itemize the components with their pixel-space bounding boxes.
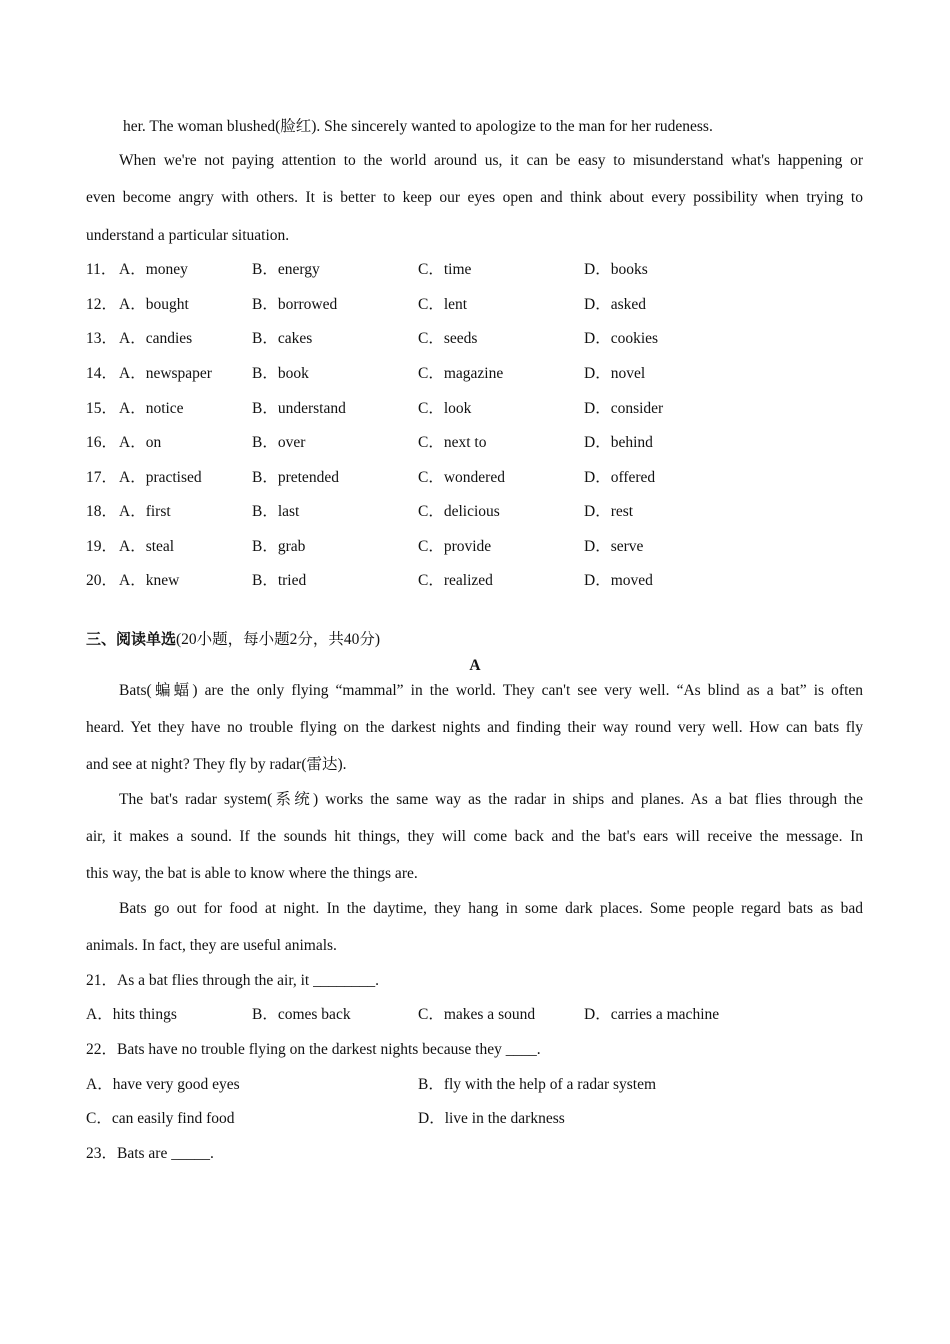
question-21-options <box>86 1007 886 1027</box>
passage-line: her. The woman blushed(脸红). She sincerely wanted to apologize to the man for her rudeness. <box>123 118 713 135</box>
question-14-options <box>86 366 886 386</box>
option-c[interactable]: C．makes a sound <box>418 1006 536 1023</box>
passage-line: this way, the bat is able to know where the things are. <box>86 865 418 882</box>
question-11-options <box>86 262 886 282</box>
option-d[interactable]: D．rest <box>584 503 634 520</box>
option-d[interactable]: D．live in the darkness <box>418 1110 565 1127</box>
section-title: 三、阅读单选 <box>86 630 177 648</box>
question-number: 13． <box>86 330 118 347</box>
option-d[interactable]: D．moved <box>584 572 653 589</box>
question-stem: 23．Bats are _____. <box>86 1145 214 1162</box>
option-b[interactable]: B．borrowed <box>252 296 338 313</box>
option-b[interactable]: B．tried <box>252 572 307 589</box>
option-c[interactable]: C．delicious <box>418 503 500 520</box>
question-number: 14． <box>86 365 118 382</box>
passage-line: The bat's radar system(系统) works the same way as the radar in ships and planes. As a bat flies through the <box>119 791 863 808</box>
option-a[interactable]: A．on <box>119 434 162 451</box>
passage-line: Bats go out for food at night. In the daytime, they hang in some dark places. Some people regard bats as bad <box>119 900 863 917</box>
option-c[interactable]: C．provide <box>418 538 492 555</box>
question-number: 17． <box>86 469 118 486</box>
option-d[interactable]: D．novel <box>584 365 646 382</box>
passage-line: air, it makes a sound. If the sounds hit things, they will come back and the bat's ears will receive the message. In <box>86 828 863 845</box>
option-c[interactable]: C．seeds <box>418 330 478 347</box>
passage-line: understand a particular situation. <box>86 227 290 244</box>
question-number: 18． <box>86 503 118 520</box>
option-c[interactable]: C．can easily find food <box>86 1110 235 1127</box>
option-d[interactable]: D．offered <box>584 469 656 486</box>
option-c[interactable]: C．magazine <box>418 365 504 382</box>
option-a[interactable]: A．candies <box>119 330 193 347</box>
option-a[interactable]: A．first <box>119 503 171 520</box>
option-d[interactable]: D．books <box>584 261 648 278</box>
option-c[interactable]: C．time <box>418 261 472 278</box>
passage-line: heard. Yet they have no trouble flying on the darkest nights and finding their way round very well. How can bats fly <box>86 719 863 736</box>
option-b[interactable]: B．comes back <box>252 1006 351 1023</box>
option-c[interactable]: C．next to <box>418 434 487 451</box>
question-15-options <box>86 401 886 421</box>
option-b[interactable]: B．understand <box>252 400 346 417</box>
question-number: 12． <box>86 296 118 313</box>
question-12-options <box>86 297 886 317</box>
question-22-options-row2 <box>86 1111 886 1131</box>
option-b[interactable]: B．grab <box>252 538 306 555</box>
option-a[interactable]: A．practised <box>119 469 202 486</box>
passage-line: and see at night? They fly by radar(雷达). <box>86 756 347 773</box>
option-b[interactable]: B．book <box>252 365 309 382</box>
section-heading <box>86 632 380 648</box>
question-17-options <box>86 470 886 490</box>
passage-label: A <box>469 657 481 674</box>
option-a[interactable]: A．knew <box>119 572 180 589</box>
option-a[interactable]: A．bought <box>119 296 189 313</box>
question-number: 19． <box>86 538 118 555</box>
option-d[interactable]: D．carries a machine <box>584 1006 720 1023</box>
option-d[interactable]: D．serve <box>584 538 644 555</box>
passage-line: even become angry with others. It is better to keep our eyes open and think about every possibility when trying to <box>86 189 863 206</box>
option-a[interactable]: A．steal <box>119 538 175 555</box>
option-b[interactable]: B．energy <box>252 261 320 278</box>
question-number: 15． <box>86 400 118 417</box>
option-a[interactable]: A．notice <box>119 400 184 417</box>
passage-line: Bats(蝙蝠) are the only flying “mammal” in the world. They can't see very well. “As blind as a bat” is often <box>119 682 863 699</box>
option-b[interactable]: B．cakes <box>252 330 313 347</box>
question-18-options <box>86 504 886 524</box>
question-19-options <box>86 539 886 559</box>
section-note: (20小题，每小题2分，共40分) <box>176 631 381 648</box>
option-d[interactable]: D．cookies <box>584 330 659 347</box>
option-a[interactable]: A．hits things <box>86 1006 177 1023</box>
question-16-options <box>86 435 886 455</box>
option-d[interactable]: D．behind <box>584 434 653 451</box>
passage-line: animals. In fact, they are useful animals. <box>86 937 337 954</box>
option-b[interactable]: B．over <box>252 434 306 451</box>
option-a[interactable]: A．newspaper <box>119 365 212 382</box>
question-13-options <box>86 331 886 351</box>
option-b[interactable]: B．pretended <box>252 469 339 486</box>
passage-line: When we're not paying attention to the world around us, it can be easy to misunderstand what's happening or <box>119 152 863 169</box>
option-b[interactable]: B．last <box>252 503 300 520</box>
option-c[interactable]: C．lent <box>418 296 468 313</box>
question-number: 11． <box>86 261 117 278</box>
option-b[interactable]: B．fly with the help of a radar system <box>418 1076 657 1093</box>
option-c[interactable]: C．look <box>418 400 472 417</box>
question-20-options <box>86 573 886 593</box>
question-22-options-row1 <box>86 1077 886 1097</box>
option-a[interactable]: A．money <box>119 261 188 278</box>
question-number: 16． <box>86 434 118 451</box>
option-d[interactable]: D．consider <box>584 400 664 417</box>
option-c[interactable]: C．wondered <box>418 469 505 486</box>
question-number: 20． <box>86 572 118 589</box>
option-c[interactable]: C．realized <box>418 572 493 589</box>
question-stem: 21．As a bat flies through the air, it ________. <box>86 972 379 989</box>
option-d[interactable]: D．asked <box>584 296 646 313</box>
option-a[interactable]: A．have very good eyes <box>86 1076 240 1093</box>
question-stem: 22．Bats have no trouble flying on the darkest nights because they ____. <box>86 1041 541 1058</box>
